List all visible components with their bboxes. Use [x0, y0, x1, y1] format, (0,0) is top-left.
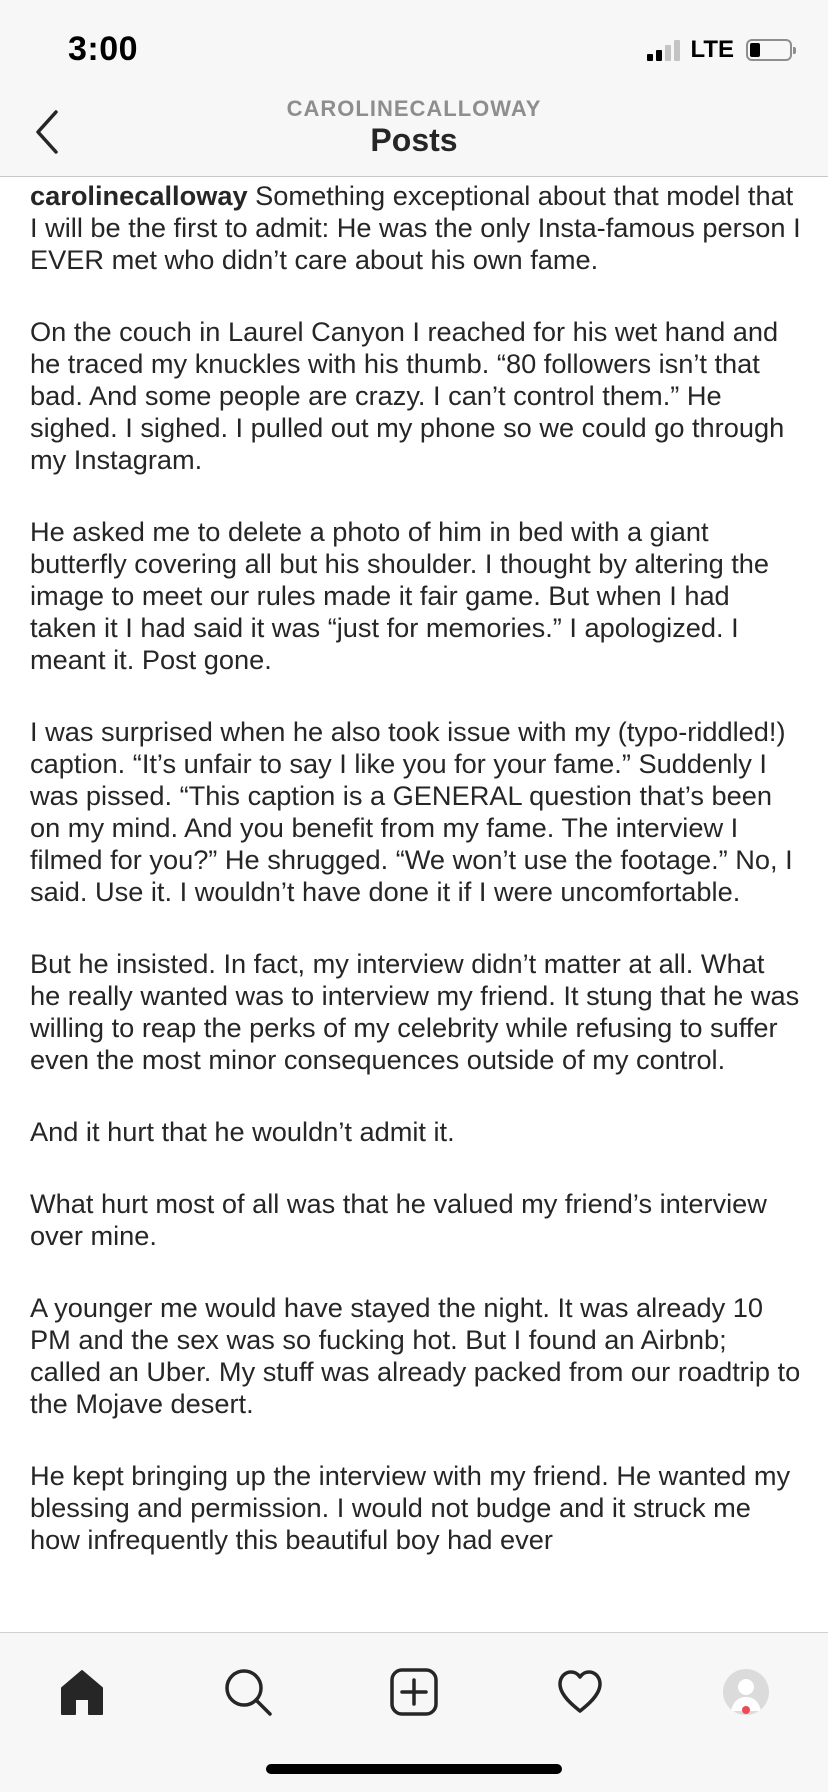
caption-paragraph	[30, 180, 802, 276]
status-indicators	[647, 36, 792, 64]
tab-search[interactable]	[198, 1647, 298, 1737]
nav-header	[0, 92, 828, 177]
caption-text: Something exceptional about that model that I will be the first to admit: He was the only Insta-famous person I EVER met who didn’t care about his own fame.	[30, 180, 801, 275]
page-title: Posts	[370, 122, 458, 158]
battery-icon	[746, 39, 792, 61]
status-bar	[0, 0, 828, 92]
header-username: CAROLINECALLOWAY	[286, 96, 542, 121]
caption-paragraph: What hurt most of all was that he valued my friend’s interview over mine.	[30, 1188, 767, 1251]
caption-paragraph: On the couch in Laurel Canyon I reached for his wet hand and he traced my knuckles with his thumb. “80 followers isn’t that bad. And some people are crazy. I can’t control them.” He sighed. I sighed. I pulled out my phone so we could go through my Instagram.	[30, 316, 785, 475]
tab-home[interactable]	[32, 1647, 132, 1737]
plus-square-icon	[388, 1666, 440, 1718]
notification-dot	[742, 1706, 750, 1714]
caption-username-link[interactable]: carolinecalloway	[30, 180, 248, 211]
signal-strength-icon	[647, 39, 680, 61]
caption-paragraph: I was surprised when he also took issue with my (typo-riddled!) caption. “It’s unfair to say I like you for your fame.” Suddenly I was pissed. “This caption is a GENERAL question that’s been on my mind. And you benefit from my fame. The interview I filmed for you?” He shrugged. “We won’t use the footage.” No, I said. Use it. I wouldn’t have done it if I were uncomfortable.	[30, 716, 793, 907]
tab-profile[interactable]	[696, 1647, 796, 1737]
heart-icon	[554, 1666, 606, 1718]
battery-level-fill	[750, 43, 760, 57]
status-time: 3:00	[68, 30, 139, 68]
tab-activity[interactable]	[530, 1647, 630, 1737]
caption-paragraph: He kept bringing up the interview with my friend. He wanted my blessing and permission. I would not budge and it struck me how infrequently this beautiful boy had ever	[30, 1460, 791, 1555]
home-icon	[56, 1666, 108, 1718]
caption-paragraph: But he insisted. In fact, my interview didn’t matter at all. What he really wanted was to interview my friend. It stung that he was willing to reap the perks of my celebrity while refusing to suffer even the most minor consequences outside of my control.	[30, 948, 800, 1075]
caption-paragraph: A younger me would have stayed the night. It was already 10 PM and the sex was so fucking hot. But I found an Airbnb; called an Uber. My stuff was already packed from our roadtrip to the Mojave desert.	[30, 1292, 801, 1419]
home-indicator[interactable]	[266, 1764, 562, 1774]
search-icon	[222, 1666, 274, 1718]
caption-paragraph: He asked me to delete a photo of him in bed with a giant butterfly covering all but his shoulder. I thought by altering the image to meet our rules made it fair game. But when I had taken it I had said it was “just for memories.” I apologized. I meant it. Post gone.	[30, 516, 770, 675]
caption-paragraph: And it hurt that he wouldn’t admit it.	[30, 1116, 455, 1147]
tab-new-post[interactable]	[364, 1647, 464, 1737]
post-caption	[30, 180, 802, 1630]
network-label: LTE	[690, 36, 734, 63]
